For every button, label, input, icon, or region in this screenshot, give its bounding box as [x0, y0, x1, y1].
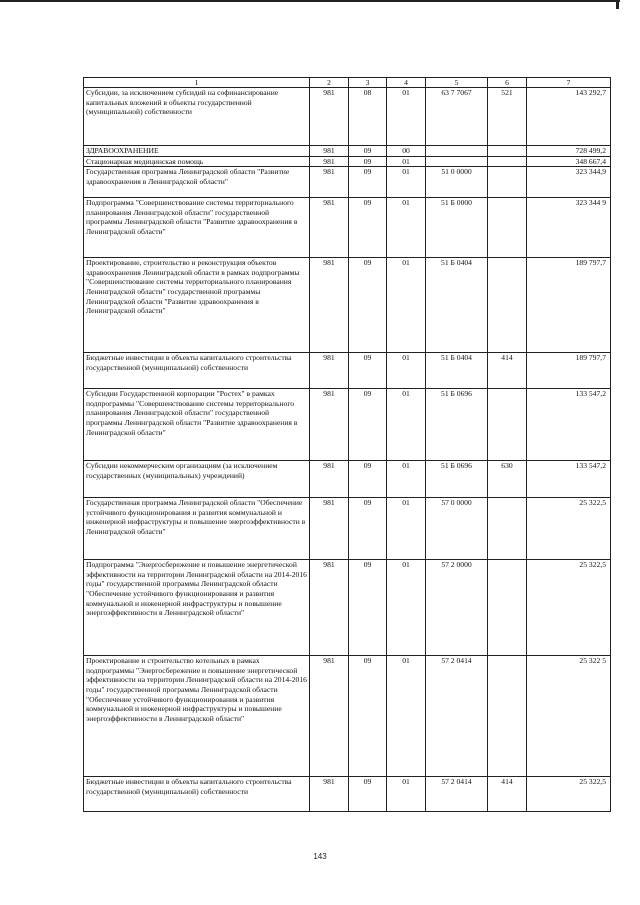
row-section: 09 — [349, 461, 387, 498]
row-expense-type — [488, 389, 527, 461]
row-amount: 133 547,2 — [527, 389, 611, 461]
row-target-code: 57 2 0000 — [426, 560, 488, 656]
row-section: 09 — [349, 156, 387, 167]
row-expense-type: 414 — [488, 777, 527, 812]
header-cell: 7 — [527, 78, 611, 88]
top-border-line — [0, 0, 620, 2]
row-target-code: 57 2 0414 — [426, 777, 488, 812]
table-row — [84, 461, 611, 498]
header-cell: 5 — [426, 78, 488, 88]
row-expense-type: 630 — [488, 461, 527, 498]
row-name: Подпрограмма "Энергосбережение и повышение энергетической эффективности на территории Ленинградской области на 2014-2016 годы" государственной программы Ленинградской области "Обеспечение устойчивого функционирования и развития коммунальной и инженерной инфраструктуры и повышение энергоэффективности в Ленинградской области" — [84, 560, 310, 656]
row-name: Субсидии, за исключением субсидий на софинансирование капитальных вложений в объекты государственной (муниципальной) собственности — [84, 88, 310, 146]
row-amount: 323 344 9 — [527, 198, 611, 258]
header-cell: 6 — [488, 78, 527, 88]
row-target-code — [426, 146, 488, 157]
row-name: Бюджетные инвестиции в объекты капитального строительства государственной (муниципальной) собственности — [84, 777, 310, 812]
row-name: Государственная программа Ленинградской области "Обеспечение устойчивого функционирования и развития коммунальной и инженерной инфраструктуры и повышение энергоэффективности в Ленинградской области" — [84, 498, 310, 560]
row-name: Проектирование и строительство котельных в рамках подпрограммы "Энергосбережение и повышение энергетической эффективности на территории Ленинградской области на 2014-2016 годы" государственной программы Ленинградской области "Обеспечение устойчивого функционирования и развития коммунальной и инженерной инфраструктуры и повышение энергоэффективности в Ленинградской области" — [84, 656, 310, 777]
row-section: 09 — [349, 353, 387, 389]
row-target-code: 51 0 0000 — [426, 167, 488, 198]
row-subsection: 01 — [387, 88, 426, 146]
table-row — [84, 560, 611, 656]
row-amount: 25 322,5 — [527, 560, 611, 656]
row-target-code: 51 Б 0696 — [426, 461, 488, 498]
row-expense-type — [488, 498, 527, 560]
row-target-code: 51 Б 0696 — [426, 389, 488, 461]
row-section: 09 — [349, 146, 387, 157]
table-row — [84, 167, 611, 198]
row-subsection: 01 — [387, 353, 426, 389]
row-section: 09 — [349, 656, 387, 777]
row-target-code: 51 Б 0404 — [426, 353, 488, 389]
row-subsection: 01 — [387, 498, 426, 560]
row-amount: 189 797,7 — [527, 258, 611, 353]
row-admin-code: 981 — [310, 656, 349, 777]
row-section: 09 — [349, 258, 387, 353]
row-subsection: 01 — [387, 461, 426, 498]
row-amount: 189 797,7 — [527, 353, 611, 389]
row-expense-type: 521 — [488, 88, 527, 146]
row-subsection: 01 — [387, 167, 426, 198]
row-admin-code: 981 — [310, 258, 349, 353]
table-row — [84, 88, 611, 146]
row-expense-type — [488, 258, 527, 353]
row-admin-code: 981 — [310, 777, 349, 812]
row-amount: 323 344,9 — [527, 167, 611, 198]
row-section: 08 — [349, 88, 387, 146]
row-amount: 348 667,4 — [527, 156, 611, 167]
table-row — [84, 258, 611, 353]
row-admin-code: 981 — [310, 389, 349, 461]
header-cell: 2 — [310, 78, 349, 88]
table-row — [84, 156, 611, 167]
row-name: Подпрограмма "Совершенствование системы территориального планирования Ленинградской области" государственной программы Ленинградской области "Развитие здравоохранения в Ленинградской области" — [84, 198, 310, 258]
row-subsection: 01 — [387, 258, 426, 353]
table-row — [84, 353, 611, 389]
row-amount: 25 322 5 — [527, 656, 611, 777]
row-section: 09 — [349, 198, 387, 258]
row-amount: 25 322,5 — [527, 498, 611, 560]
row-amount: 728 499,2 — [527, 146, 611, 157]
row-section: 09 — [349, 389, 387, 461]
table-row — [84, 389, 611, 461]
row-amount: 143 292,7 — [527, 88, 611, 146]
row-name: Государственная программа Ленинградской области "Развитие здравоохранения в Ленинградской области" — [84, 167, 310, 198]
table-header-row — [84, 78, 611, 88]
row-name: Проектирование, строительство и реконструкция объектов здравоохранения Ленинградской области в рамках подпрограммы "Совершенствование системы территориального планирования Ленинградской области" государственной программы Ленинградской области "Развитие здравоохранения в Ленинградской области" — [84, 258, 310, 353]
row-target-code: 57 2 0414 — [426, 656, 488, 777]
row-admin-code: 981 — [310, 146, 349, 157]
row-target-code: 63 7 7067 — [426, 88, 488, 146]
row-section: 09 — [349, 777, 387, 812]
row-expense-type — [488, 560, 527, 656]
row-expense-type — [488, 167, 527, 198]
row-target-code: 51 Б 0404 — [426, 258, 488, 353]
row-admin-code: 981 — [310, 167, 349, 198]
row-expense-type — [488, 656, 527, 777]
row-admin-code: 981 — [310, 461, 349, 498]
page-number: 143 — [313, 852, 327, 861]
row-subsection: 00 — [387, 146, 426, 157]
row-section: 09 — [349, 498, 387, 560]
row-subsection: 01 — [387, 656, 426, 777]
table-row — [84, 146, 611, 157]
top-border-tick — [616, 0, 619, 9]
row-target-code: 57 0 0000 — [426, 498, 488, 560]
row-expense-type — [488, 156, 527, 167]
row-admin-code: 981 — [310, 198, 349, 258]
row-subsection: 01 — [387, 560, 426, 656]
row-section: 09 — [349, 167, 387, 198]
row-amount: 25 322,5 — [527, 777, 611, 812]
row-target-code: 51 Б 0000 — [426, 198, 488, 258]
row-expense-type: 414 — [488, 353, 527, 389]
row-subsection: 01 — [387, 777, 426, 812]
row-name: Стационарная медицинская помощь — [84, 156, 310, 167]
table-row — [84, 498, 611, 560]
row-section: 09 — [349, 560, 387, 656]
budget-table — [83, 77, 611, 812]
row-admin-code: 981 — [310, 498, 349, 560]
row-name: Субсидии Государственной корпорации "Ростех" в рамках подпрограммы "Совершенствование системы территориального планирования Ленинградской области" государственной программы Ленинградской области "Развитие здравоохранения в Ленинградской области" — [84, 389, 310, 461]
row-name: ЗДРАВООХРАНЕНИЕ — [84, 146, 310, 157]
row-target-code — [426, 156, 488, 167]
row-subsection: 01 — [387, 156, 426, 167]
header-cell: 3 — [349, 78, 387, 88]
row-subsection: 01 — [387, 198, 426, 258]
table-row — [84, 777, 611, 812]
row-admin-code: 981 — [310, 353, 349, 389]
row-admin-code: 981 — [310, 156, 349, 167]
row-name: Субсидии некоммерческим организациям (за исключением государственных (муниципальных) учреждений) — [84, 461, 310, 498]
row-name: Бюджетные инвестиции в объекты капитального строительства государственной (муниципальной) собственности — [84, 353, 310, 389]
header-cell: 1 — [84, 78, 310, 88]
header-cell: 4 — [387, 78, 426, 88]
row-expense-type — [488, 146, 527, 157]
table-row — [84, 656, 611, 777]
row-expense-type — [488, 198, 527, 258]
row-amount: 133 547,2 — [527, 461, 611, 498]
row-subsection: 01 — [387, 389, 426, 461]
row-admin-code: 981 — [310, 560, 349, 656]
table-row — [84, 198, 611, 258]
row-admin-code: 981 — [310, 88, 349, 146]
